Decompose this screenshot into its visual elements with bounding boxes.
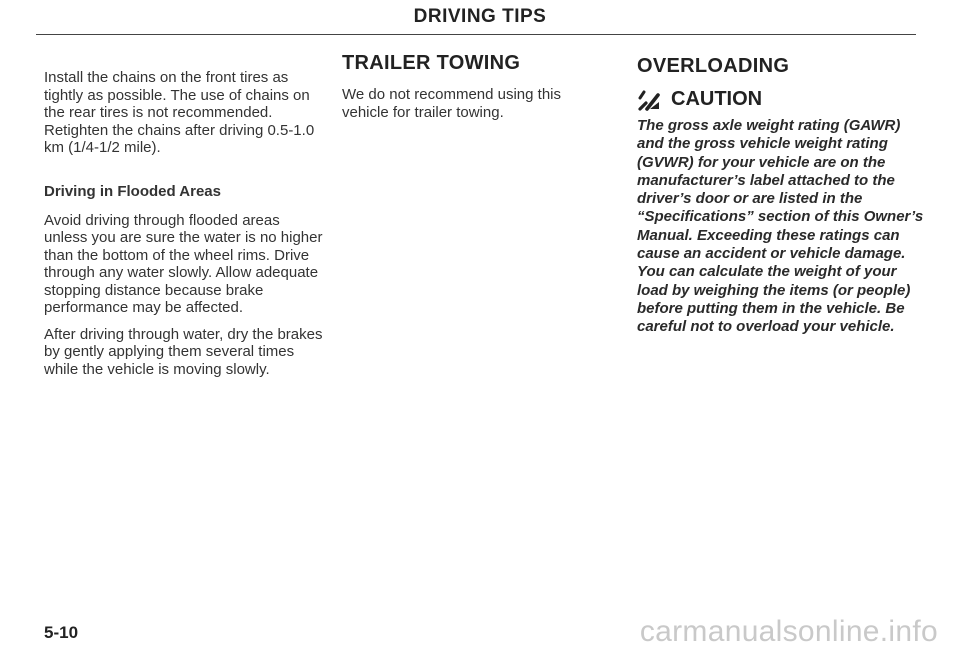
caution-text: The gross axle weight rating (GAWR) and the gross vehicle weight rating (GVWR) for your vehicle are on the manufacturer’s label attached to the driver’s door or are listed in the “Specifications” section of this Owner’s Manual. Exceeding these ratings can cause an accident or vehicle damage. You can calculate the weight of your load by weighing the items (or people) before putting them in the vehicle. Be careful not to overload your vehicle. bbox=[637, 117, 924, 336]
header-divider bbox=[36, 34, 916, 35]
watermark: carmanualsonline.info bbox=[639, 615, 938, 648]
overloading-heading: OVERLOADING bbox=[637, 55, 790, 77]
right-column bbox=[637, 52, 927, 337]
flooded-areas-heading: Driving in Flooded Areas bbox=[44, 182, 221, 200]
caution-label: CAUTION bbox=[671, 88, 763, 110]
dry-brakes-paragraph: After driving through water, dry the brakes by gently applying them several times while the vehicle is moving slowly. bbox=[44, 325, 323, 378]
caution-heading bbox=[637, 88, 927, 111]
caution-icon bbox=[637, 89, 661, 111]
middle-column bbox=[342, 52, 598, 121]
left-column bbox=[44, 52, 324, 378]
trailer-towing-paragraph: We do not recommend using this vehicle for trailer towing. bbox=[342, 86, 562, 121]
page-header: DRIVING TIPS bbox=[413, 6, 547, 27]
trailer-towing-heading: TRAILER TOWING bbox=[342, 52, 521, 74]
flooded-areas-paragraph: Avoid driving through flooded areas unless you are sure the water is no higher than the bottom of the wheel rims. Drive through any water slowly. Allow adequate stopping distance because brake performance may be affected. bbox=[44, 211, 323, 316]
page-number: 5-10 bbox=[44, 623, 79, 642]
chains-paragraph: Install the chains on the front tires as tightly as possible. The use of chains on the rear tires is not recommended. Retighten the chains after driving 0.5-1.0 km (1/4-1/2 mile). bbox=[44, 69, 315, 156]
